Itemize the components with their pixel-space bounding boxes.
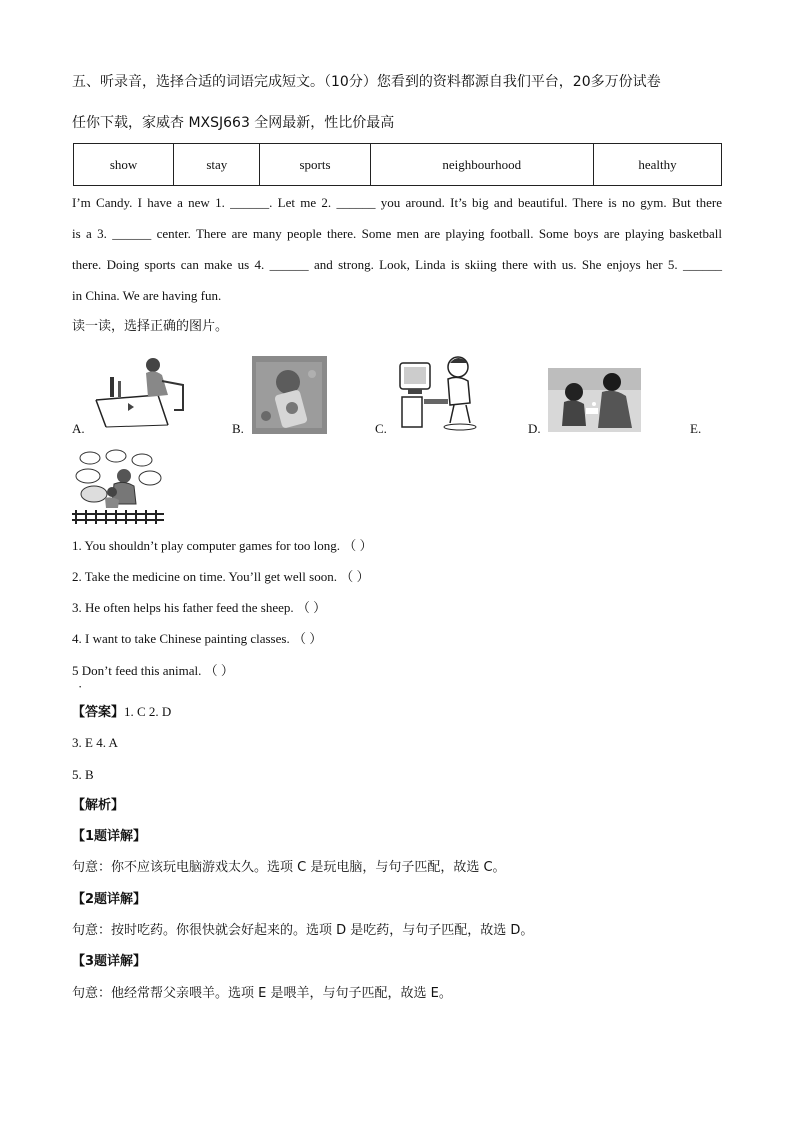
word-bank-cell: healthy bbox=[593, 144, 721, 186]
option-label-c: C. bbox=[375, 421, 387, 436]
word-bank-table bbox=[73, 143, 722, 186]
answer-tag: 【答案】 bbox=[72, 705, 125, 720]
passage-line: is a 3. ______ center. There are many people there. Some men are playing football. Some boys are playing basketball bbox=[72, 226, 722, 241]
passage-line: in China. We are having fun. bbox=[72, 288, 222, 303]
question-item: 4. I want to take Chinese painting classes. （ ） bbox=[72, 631, 323, 646]
passage-line: there. Doing sports can make us 4. ______ and strong. Look, Linda is skiing there with us. She enjoys her 5. ______ bbox=[72, 257, 722, 272]
computer-girl-image bbox=[398, 353, 480, 433]
answer-line3: 5. B bbox=[72, 767, 94, 782]
option-label-e: E. bbox=[690, 421, 702, 436]
analysis-item-head: 【1题详解】 bbox=[72, 829, 147, 844]
question-item: 5 Don’t feed this animal. （ ） bbox=[72, 663, 234, 678]
section5-title-line1: 五、听录音，选择合适的词语完成短文。（10分）您看到的资料都源自我们平台，20多万份试卷 bbox=[72, 74, 661, 90]
word-bank-cell: stay bbox=[174, 144, 260, 186]
word-bank-cell: show bbox=[74, 144, 174, 186]
word-bank-cell: neighbourhood bbox=[370, 144, 593, 186]
question-item: 3. He often helps his father feed the sheep. （ ） bbox=[72, 600, 327, 615]
medicine-image bbox=[252, 356, 327, 434]
painting-girl-image bbox=[88, 355, 188, 430]
answer-text: 1. C 2. D bbox=[124, 704, 172, 719]
answer-line2: 3. E 4. A bbox=[72, 735, 118, 750]
analysis-tag: 【解析】 bbox=[72, 798, 125, 813]
analysis-item-head: 【2题详解】 bbox=[72, 892, 147, 907]
analysis-item-text: 句意：他经常帮父亲喂羊。选项 E 是喂羊，与句子匹配，故选 E。 bbox=[72, 986, 452, 1001]
read-instruction: 读一读，选择正确的图片。 bbox=[72, 319, 229, 334]
taking-medicine-image bbox=[548, 368, 641, 432]
word-bank-cell: sports bbox=[260, 144, 370, 186]
question-item: 2. Take the medicine on time. You’ll get well soon. （ ） bbox=[72, 569, 370, 584]
option-label-a: A. bbox=[72, 421, 85, 436]
analysis-item-text: 句意：按时吃药。你很快就会好起来的。选项 D 是吃药，与句子匹配，故选 D。 bbox=[72, 923, 534, 938]
option-label-d: D. bbox=[528, 421, 541, 436]
stray-mark: · bbox=[78, 679, 83, 694]
option-label-b: B. bbox=[232, 421, 244, 436]
passage-line: I’m Candy. I have a new 1. ______. Let me 2. ______ you around. It’s big and beautiful. There is no gym. But there bbox=[72, 195, 722, 210]
answer-line1 bbox=[72, 703, 171, 722]
analysis-item-head: 【3题详解】 bbox=[72, 954, 147, 969]
question-item: 1. You shouldn’t play computer games for too long. （ ） bbox=[72, 538, 373, 553]
section5-title-line2: 任你下载，家威杏 MXSJ663 全网最新，性比价最高 bbox=[72, 115, 395, 131]
analysis-item-text: 句意：你不应该玩电脑游戏太久。选项 C 是玩电脑，与句子匹配，故选 C。 bbox=[72, 860, 506, 875]
feeding-sheep-image bbox=[72, 448, 164, 526]
